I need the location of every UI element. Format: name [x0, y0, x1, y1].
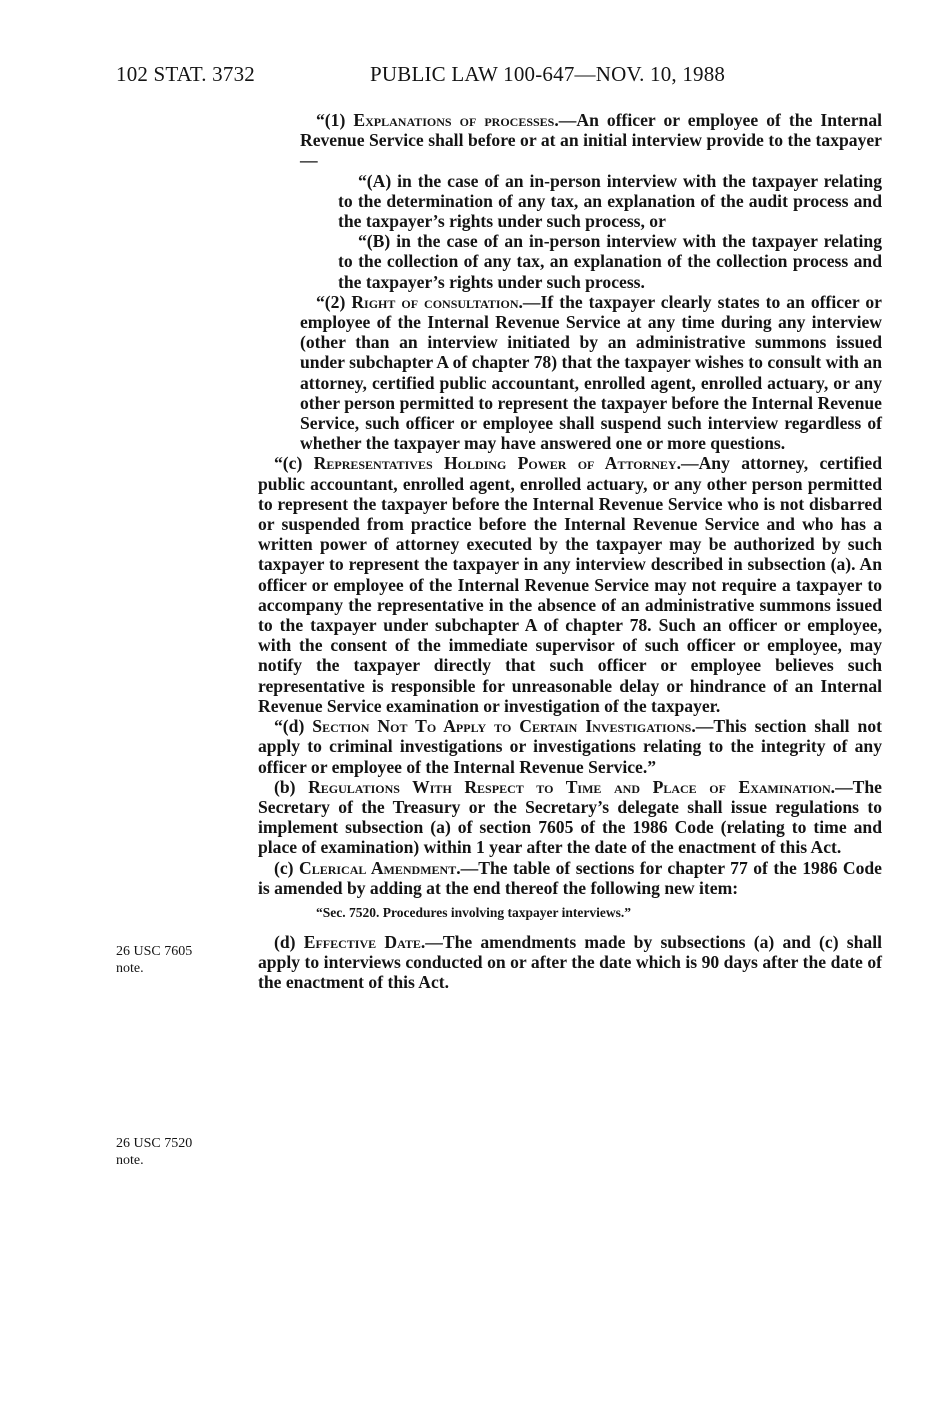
paragraph-2-text: —If the taxpayer clearly states to an officer or employee of the Internal Revenue Service at any time during any interview (other than an interview initiated by an administrative summons issued under subchapter A of chapter 78) that the taxpayer wishes to consult with an attorney, certified public accountant, enrolled agent, enrolled actuary, or any other person permitted to represent the taxpayer before the Internal Revenue Service, such officer or employee shall suspend such interview regardless of whether the taxpayer may have answered one or more questions.: [300, 291, 882, 454]
subsection-d-certain-investigations: “(d) Section Not To Apply to Certain Investigations.—This section shall not apply to criminal investigations or investigations relating to the integrity of any officer or employee of the Internal Revenue Service.”: [258, 716, 883, 777]
paragraph-1-text: —An officer or employee of the Internal Revenue Service shall before or at an initial interview provide to the taxpayer—: [300, 110, 883, 171]
subsection-d-heading: Section Not To Apply to Certain Investigations.: [312, 716, 696, 737]
subsection-c-text: —Any attorney, certified public accountant, enrolled agent, enrolled actuary, or any other person permitted to represent the taxpayer before the Internal Revenue Service who is not disbarred or suspended from practice before the Internal Revenue Service and who has a written power of attorney executed by the taxpayer may be authorized by such taxpayer to represent the taxpayer in any interview described in subsection (a). An officer or employee of the Internal Revenue Service may not require a taxpayer to accompany the representative in the absence of an administrative summons issued to the taxpayer under subchapter A of chapter 78. Such an officer or employee, with the consent of the immediate supervisor of such officer or employee, may notify the taxpayer directly that such officer or employee believes such representative is responsible for unreasonable delay or hindrance of an Internal Revenue Service examination or investigation of the taxpayer.: [258, 453, 882, 716]
margin-note-usc-7520: 26 USC 7520 note.: [116, 1136, 193, 1168]
section-d-heading: Effective Date.: [303, 931, 426, 952]
paragraph-1B: “(B) in the case of an in-person interview with the taxpayer relating to the collection of any tax, an explanation of the collection process and the taxpayer’s rights under such process.: [338, 231, 882, 292]
section-b-text: —The Secretary of the Treasury or the Secretary’s delegate shall issue regulations to implement subsection (a) of section 7605 of the 1986 Code (relating to time and place of examination) within 1 year after the date of the enactment of this Act.: [258, 776, 882, 858]
paragraph-1A: “(A) in the case of an in-person interview with the taxpayer relating to the determination of any tax, an explanation of the audit process and the taxpayer’s rights under such process, or: [338, 170, 882, 232]
section-b-heading: Regulations With Respect to Time and Place of Examination.: [308, 776, 836, 797]
statute-body: [258, 110, 882, 993]
paragraph-2-right-of-consultation: “(2) Right of consultation.—If the taxpayer clearly states to an officer or employee of the Internal Revenue Service at any time during any interview (other than an interview initiated by an administrative summons issued under subchapter A of chapter 78) that the taxpayer wishes to consult with an attorney, certified public accountant, enrolled agent, enrolled actuary, or any other person permitted to represent the taxpayer before the Internal Revenue Service, such officer or employee shall suspend such interview regardless of whether the taxpayer may have answered one or more questions.: [300, 291, 882, 454]
section-d-text: —The amendments made by subsections (a) and (c) shall apply to interviews conducted on or after the date which is 90 days after the date of the enactment of this Act.: [258, 931, 882, 993]
paragraph-1-heading: Explanations of processes.: [353, 110, 559, 130]
section-c-clerical-amendment: (c) Clerical Amendment.—The table of sections for chapter 77 of the 1986 Code is amended by adding at the end thereof the following new item:: [258, 857, 882, 898]
page-reference: 102 STAT. 3732: [116, 62, 255, 86]
section-d-effective-date: (d) Effective Date.—The amendments made by subsections (a) and (c) shall apply to interviews conducted on or after the date which is 90 days after the date of the enactment of this Act.: [258, 931, 882, 993]
paragraph-2-heading: Right of consultation.: [351, 291, 523, 312]
section-c-heading: Clerical Amendment.: [298, 857, 461, 878]
new-table-item: “Sec. 7520. Procedures involving taxpayer interviews.”: [316, 904, 631, 920]
subsection-d-text: —This section shall not apply to criminal investigations or investigations relating to the integrity of any officer or employee of the Internal Revenue Service.”: [258, 716, 883, 777]
section-c-text: —The table of sections for chapter 77 of the 1986 Code is amended by adding at the end thereof the following new item:: [258, 857, 882, 898]
section-b-regulations: (b) Regulations With Respect to Time and Place of Examination.—The Secretary of the Treasury or the Secretary’s delegate shall issue regulations to implement subsection (a) of section 7605 of the 1986 Code (relating to time and place of examination) within 1 year after the date of the enactment of this Act.: [258, 776, 882, 858]
paragraph-1-explanations: “(1) Explanations of processes.—An officer or employee of the Internal Revenue Service shall before or at an initial interview provide to the taxpayer—: [300, 110, 883, 171]
subsection-c-heading: Representatives Holding Power of Attorney.: [313, 453, 681, 474]
subsection-c-power-of-attorney: “(c) Representatives Holding Power of Attorney.—Any attorney, certified public accountant, enrolled agent, enrolled actuary, or any other person permitted to represent the taxpayer before the Internal Revenue Service who is not disbarred or suspended from practice before the Internal Revenue Service and who has a written power of attorney executed by the taxpayer may be authorized by such taxpayer to represent the taxpayer in any interview described in subsection (a). An officer or employee of the Internal Revenue Service may not require a taxpayer to accompany the representative in the absence of an administrative summons issued to the taxpayer under subchapter A of chapter 78. Such an officer or employee, with the consent of the immediate supervisor of such officer or employee, may notify the taxpayer directly that such officer or employee believes such representative is responsible for unreasonable delay or hindrance of an Internal Revenue Service examination or investigation of the taxpayer.: [258, 453, 882, 716]
law-reference: PUBLIC LAW 100-647—NOV. 10, 1988: [370, 62, 726, 86]
margin-note-usc-7605: 26 USC 7605 note.: [116, 944, 193, 976]
